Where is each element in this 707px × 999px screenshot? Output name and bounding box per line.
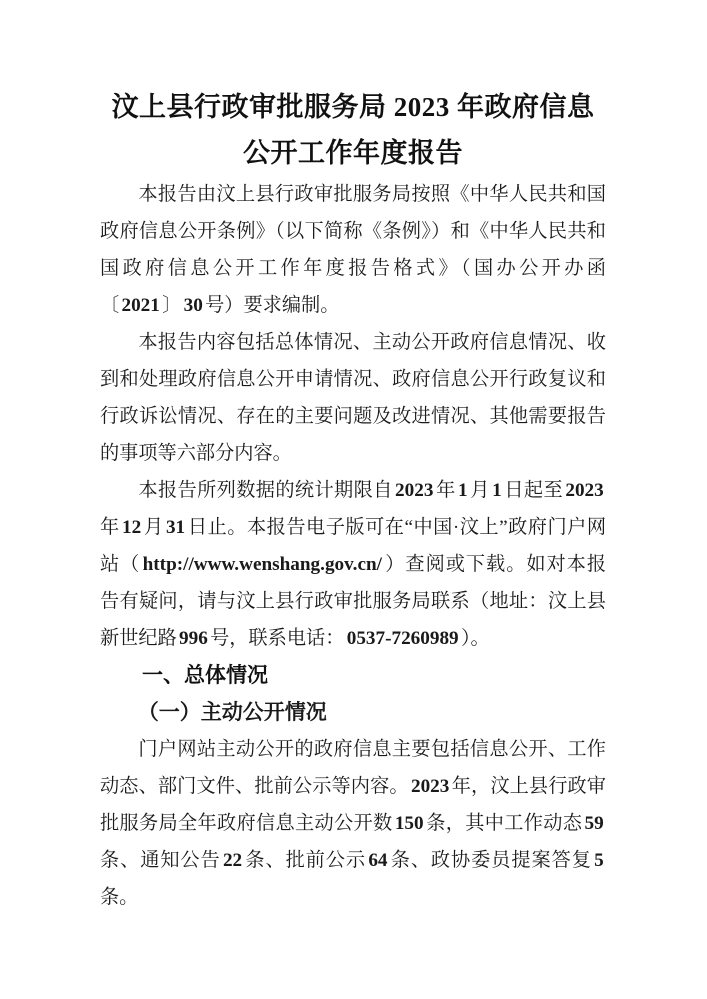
paragraph-statistics-period-contact: 本报告所列数据的统计期限自 2023 年 1 月 1 日起至 2023年 12 月 31 日止。本报告电子版可在“中国·汶上”政府门户网站（ http://www.wenshang.gov.cn/ ）查阅或下载。如对本报告有疑问，请与汶上县行政审批服务局联系（地址：汶上县新世纪路 996 号，联系电话： 0537-7260989 ）。 (100, 480, 607, 649)
section-heading-overall-situation: 一、总体情况 (142, 664, 268, 687)
document-title: 汶上县行政审批服务局 2023 年政府信息公开工作年度报告 (111, 92, 595, 168)
subsection-heading-proactive-disclosure: （一）主动公开情况 (137, 700, 327, 724)
paragraph-contents-overview: 本报告内容包括总体情况、主动公开政府信息情况、收到和处理政府信息公开申请情况、政府信息公开行政复议和行政诉讼情况、存在的主要问题及改进情况、其他需要报告的事项等六部分内容。 (100, 332, 606, 464)
paragraph-disclosure-statistics: 门户网站主动公开的政府信息主要包括信息公开、工作动态、部门文件、批前公示等内容。 2023 年，汶上县行政审批服务局全年政府信息主动公开数 150 条，其中工作动态 59条、通知公告 22 条、批前公示 64 条、政协委员提案答复 5条。 (100, 739, 606, 908)
paragraph-basis: 本报告由汶上县行政审批服务局按照《中华人民共和国政府信息公开条例》（以下简称《条例》）和《中华人民共和国政府信息公开工作年度报告格式》（国办公开办函〔 2021 〕 30 号）要求编制。 (100, 184, 606, 316)
